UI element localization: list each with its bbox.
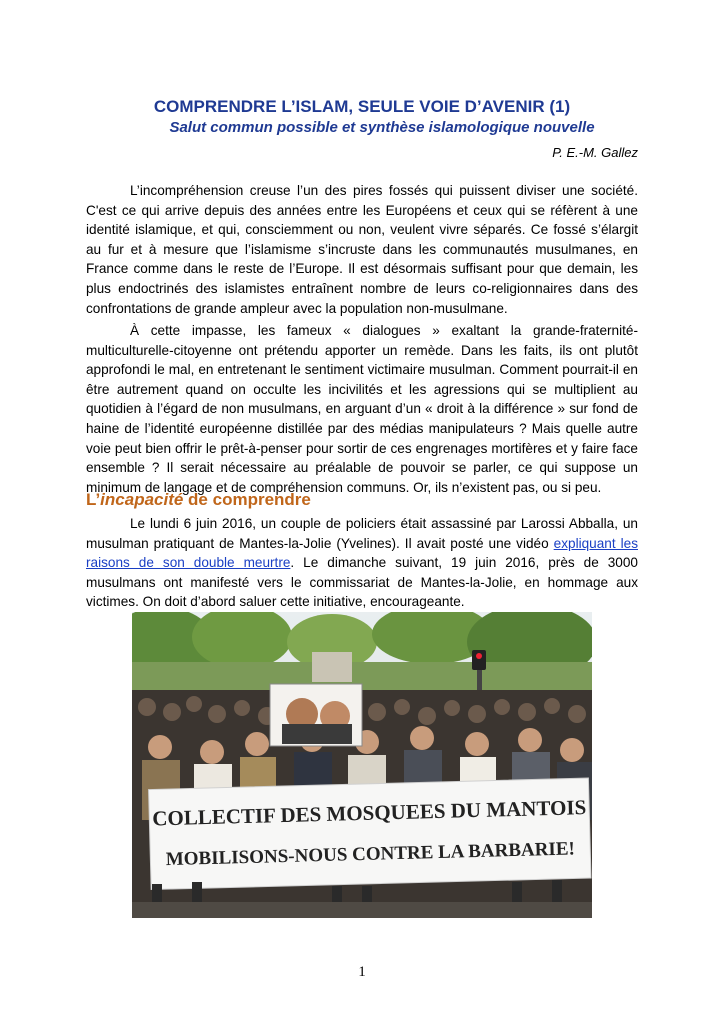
- paragraph-3-after: . Le dimanche suivant, 19 juin 2016, près de 3000 musulmans ont manifesté vers le commissariat de Mantes-la-Jolie, en hommage aux victimes. On doit d’abord saluer cette initiative, encourageante.: [86, 555, 638, 610]
- paragraph-1: [86, 181, 638, 318]
- paragraph-3: [86, 514, 638, 612]
- paragraph-2-text: À cette impasse, les fameux « dialogues » exaltant la grande-fraternité-multiculturelle-citoyenne ont prétendu apporter un remède. Dans les faits, ils ont plutôt approfondi le mal, en entretenant le sentiment victimaire musulman. Comment pourrait-il en être autrement quand on occulte les incivilités et les agressions qui se multiplient au quotidien à l’égard de non musulmans, en arguant d’un « droit à la différence » sur fond de haine de l’identité européenne distillée par des médias manipulateurs ? Mais quelle autre voie peut bien offrir le prêt-à-penser pour sortir de ces engrenages mortifères et y faire face ensemble ? Il serait nécessaire au préalable de pouvoir se parler, ce qui suppose un minimum de langage et de compréhension communs. Or, ils n’existent pas, ou si peu.: [86, 323, 638, 495]
- protest-photo-illustration: [132, 612, 592, 918]
- paragraph-3-before: Le lundi 6 juin 2016, un couple de policiers était assassiné par Larossi Abballa, un musulman pratiquant de Mantes-la-Jolie (Yvelines). Il avait posté une vidéo: [86, 516, 638, 551]
- section-heading: [86, 490, 311, 510]
- banner-line-1: COLLECTIF DES MOSQUEES DU MANTOIS: [151, 795, 587, 831]
- author-line: P. E.-M. Gallez: [552, 145, 638, 160]
- video-link[interactable]: expliquant les raisons de son double meurtre: [86, 535, 638, 571]
- paragraph-1-text: L’incompréhension creuse l’un des pires fossés qui puissent diviser une société. C'est ce qui arrive depuis des années entre les Européens et ceux qui se réfèrent à une identité islamique, et qui, consciemment ou non, veulent vivre séparés. Ce fossé s’élargit au fur et à mesure que l’islamisme s’incruste dans les communautés musulmanes, en France comme dans le reste de l’Europe. Il est désormais suffisant pour que demain, les plus endoctrinés des islamistes entraînent nombre de leurs co-religionnaires dans des confrontations de grande ampleur avec la population non-musulmane.: [86, 183, 638, 316]
- paragraph-2: [86, 321, 638, 497]
- paragraph-3-text: [86, 514, 638, 612]
- section-heading-prefix: L’: [86, 490, 101, 509]
- protest-photo: [132, 612, 592, 918]
- document-title: COMPRENDRE L’ISLAM, SEULE VOIE D’AVENIR (1): [153, 97, 571, 116]
- document-subtitle: Salut commun possible et synthèse islamologique nouvelle: [169, 119, 595, 136]
- title-block: [86, 96, 638, 162]
- page-number: 1: [358, 964, 366, 980]
- banner-line-2: MOBILISONS-NOUS CONTRE LA BARBARIE!: [165, 838, 576, 871]
- section-heading-suffix: de comprendre: [183, 490, 311, 509]
- section-heading-emphasis: incapacité: [100, 490, 184, 509]
